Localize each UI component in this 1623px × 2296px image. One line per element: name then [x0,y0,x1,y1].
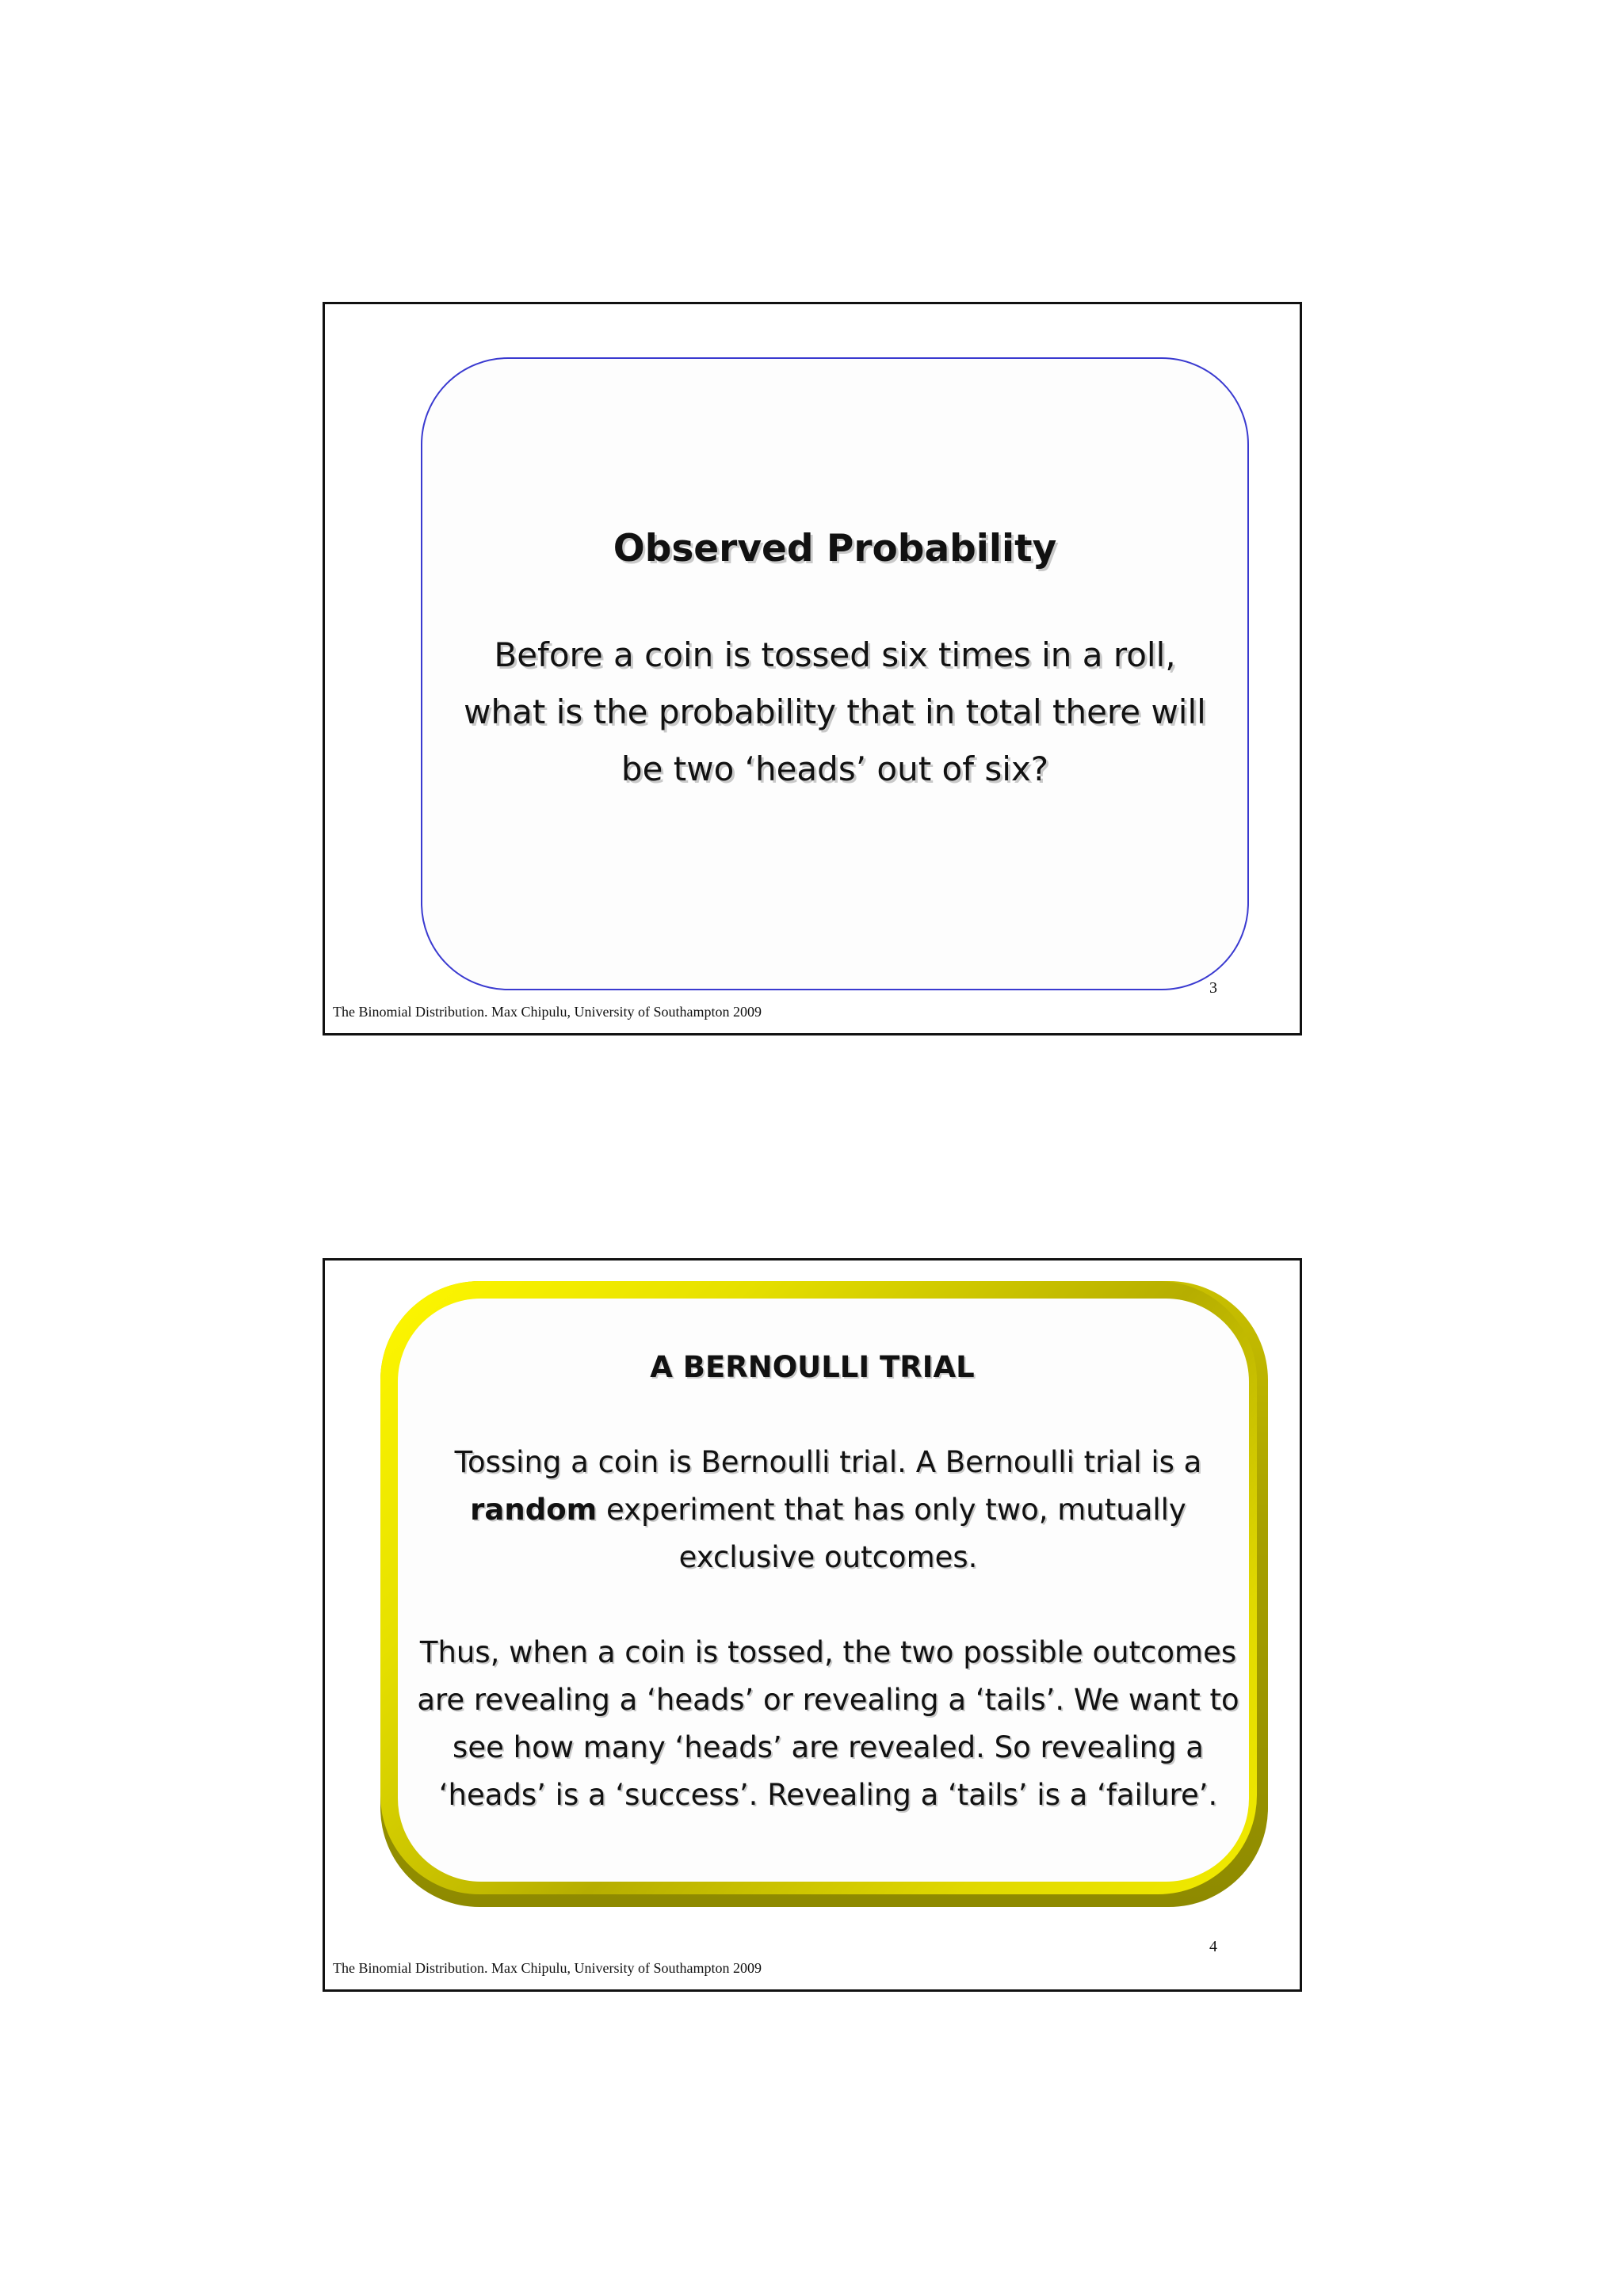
slide-title: A BERNOULLI TRIAL [650,1350,975,1384]
paragraph-line: Thus, when a coin is tossed, the two possible outcomes [419,1635,1237,1669]
question-line: what is the probability that in total there will [464,692,1206,731]
question-panel [421,357,1249,990]
slide-title: Observed Probability [613,527,1057,570]
paragraph-line: Tossing a coin is Bernoulli trial. A Bernoulli trial is a [454,1445,1202,1479]
slide-3 [323,302,1302,1035]
page-number: 3 [1209,979,1217,997]
line-rest: experiment that has only two, mutually [597,1493,1186,1527]
slide-footer: The Binomial Distribution. Max Chipulu, University of Southampton 2009 [333,1004,762,1020]
paragraph-line: see how many ‘heads’ are revealed. So revealing a [453,1730,1204,1764]
question-line: be two ‘heads’ out of six? [621,749,1049,788]
slide-4 [323,1258,1302,1992]
question-line: Before a coin is tossed six times in a roll, [494,635,1176,674]
question-text [446,627,1224,798]
page-number: 4 [1209,1938,1217,1955]
explanation-paragraph [400,1629,1256,1819]
definition-paragraph [400,1439,1256,1581]
slide-footer: The Binomial Distribution. Max Chipulu, University of Southampton 2009 [333,1960,762,1976]
paragraph-line: are revealing a ‘heads’ or revealing a ‘tails’. We want to [417,1683,1239,1717]
paragraph-line [400,1486,1256,1534]
paragraph-line: exclusive outcomes. [678,1540,978,1574]
paragraph-line: ‘heads’ is a ‘success’. Revealing a ‘tails’ is a ‘failure’. [438,1778,1218,1812]
emphasis-word: random [470,1493,598,1527]
